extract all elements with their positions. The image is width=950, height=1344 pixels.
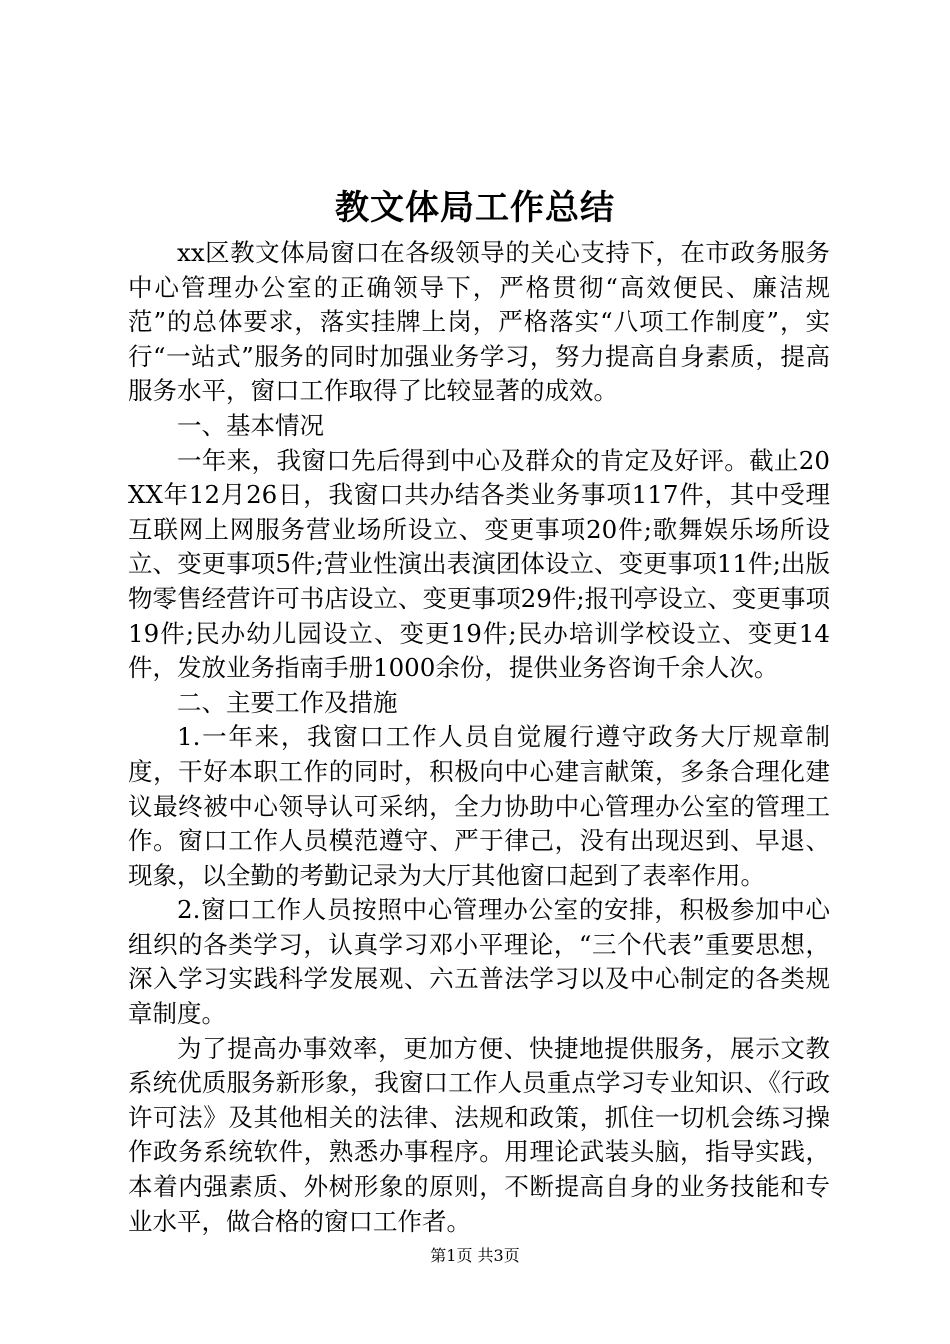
section-heading-basic-situation: 一、基本情况 — [177, 410, 324, 440]
main-work-item-2: 2.窗口工作人员按照中心管理办公室的安排，积极参加中心组织的各类学习，认真学习邓小平理论，“三个代表”重要思想，深入学习实践科学发展观、六五普法学习以及中心制定的各类规章制度。 — [128, 895, 830, 1029]
document-body — [128, 236, 830, 1239]
page-footer: 第1页 共3页 — [430, 1246, 520, 1265]
section-heading-main-work: 二、主要工作及措施 — [177, 687, 398, 717]
main-work-item-1: 1.一年来，我窗口工作人员自觉履行遵守政务大厅规章制度，干好本职工作的同时，积极向中心建言献策，多条合理化建议最终被中心领导认可采纳，全力协助中心管理办公室的管理工作。窗口工作人员模范遵守、严于律己，没有出现迟到、早退、现象，以全勤的考勤记录为大厅其他窗口起到了表率作用。 — [128, 722, 830, 890]
document-title: 教文体局工作总结 — [335, 188, 615, 228]
efficiency-paragraph: 为了提高办事效率，更加方便、快捷地提供服务，展示文教系统优质服务新形象，我窗口工作人员重点学习专业知识、《行政许可法》及其他相关的法律、法规和政策，抓住一切机会练习操作政务系统软件，熟悉办事程序。用理论武装头脑，指导实践，本着内强素质、外树形象的原则，不断提高自身的业务技能和专业水平，做合格的窗口工作者。 — [128, 1033, 830, 1236]
basic-situation-paragraph: 一年来，我窗口先后得到中心及群众的肯定及好评。截止20XX年12月26日，我窗口共办结各类业务事项117件，其中受理互联网上网服务营业场所设立、变更事项20件;歌舞娱乐场所设立、变更事项5件;营业性演出表演团体设立、变更事项11件;出版物零售经营许可书店设立、变更事项29件;报刊亭设立、变更事项19件;民办幼儿园设立、变更19件;民办培训学校设立、变更14件，发放业务指南手册1000余份，提供业务咨询千余人次。 — [128, 445, 830, 683]
intro-paragraph: xx区教文体局窗口在各级领导的关心支持下，在市政务服务中心管理办公室的正确领导下，严格贯彻“高效便民、廉洁规范”的总体要求，落实挂牌上岗，严格落实“八项工作制度”，实行“一站式”服务的同时加强业务学习，努力提高自身素质，提高服务水平，窗口工作取得了比较显著的成效。 — [128, 238, 830, 406]
